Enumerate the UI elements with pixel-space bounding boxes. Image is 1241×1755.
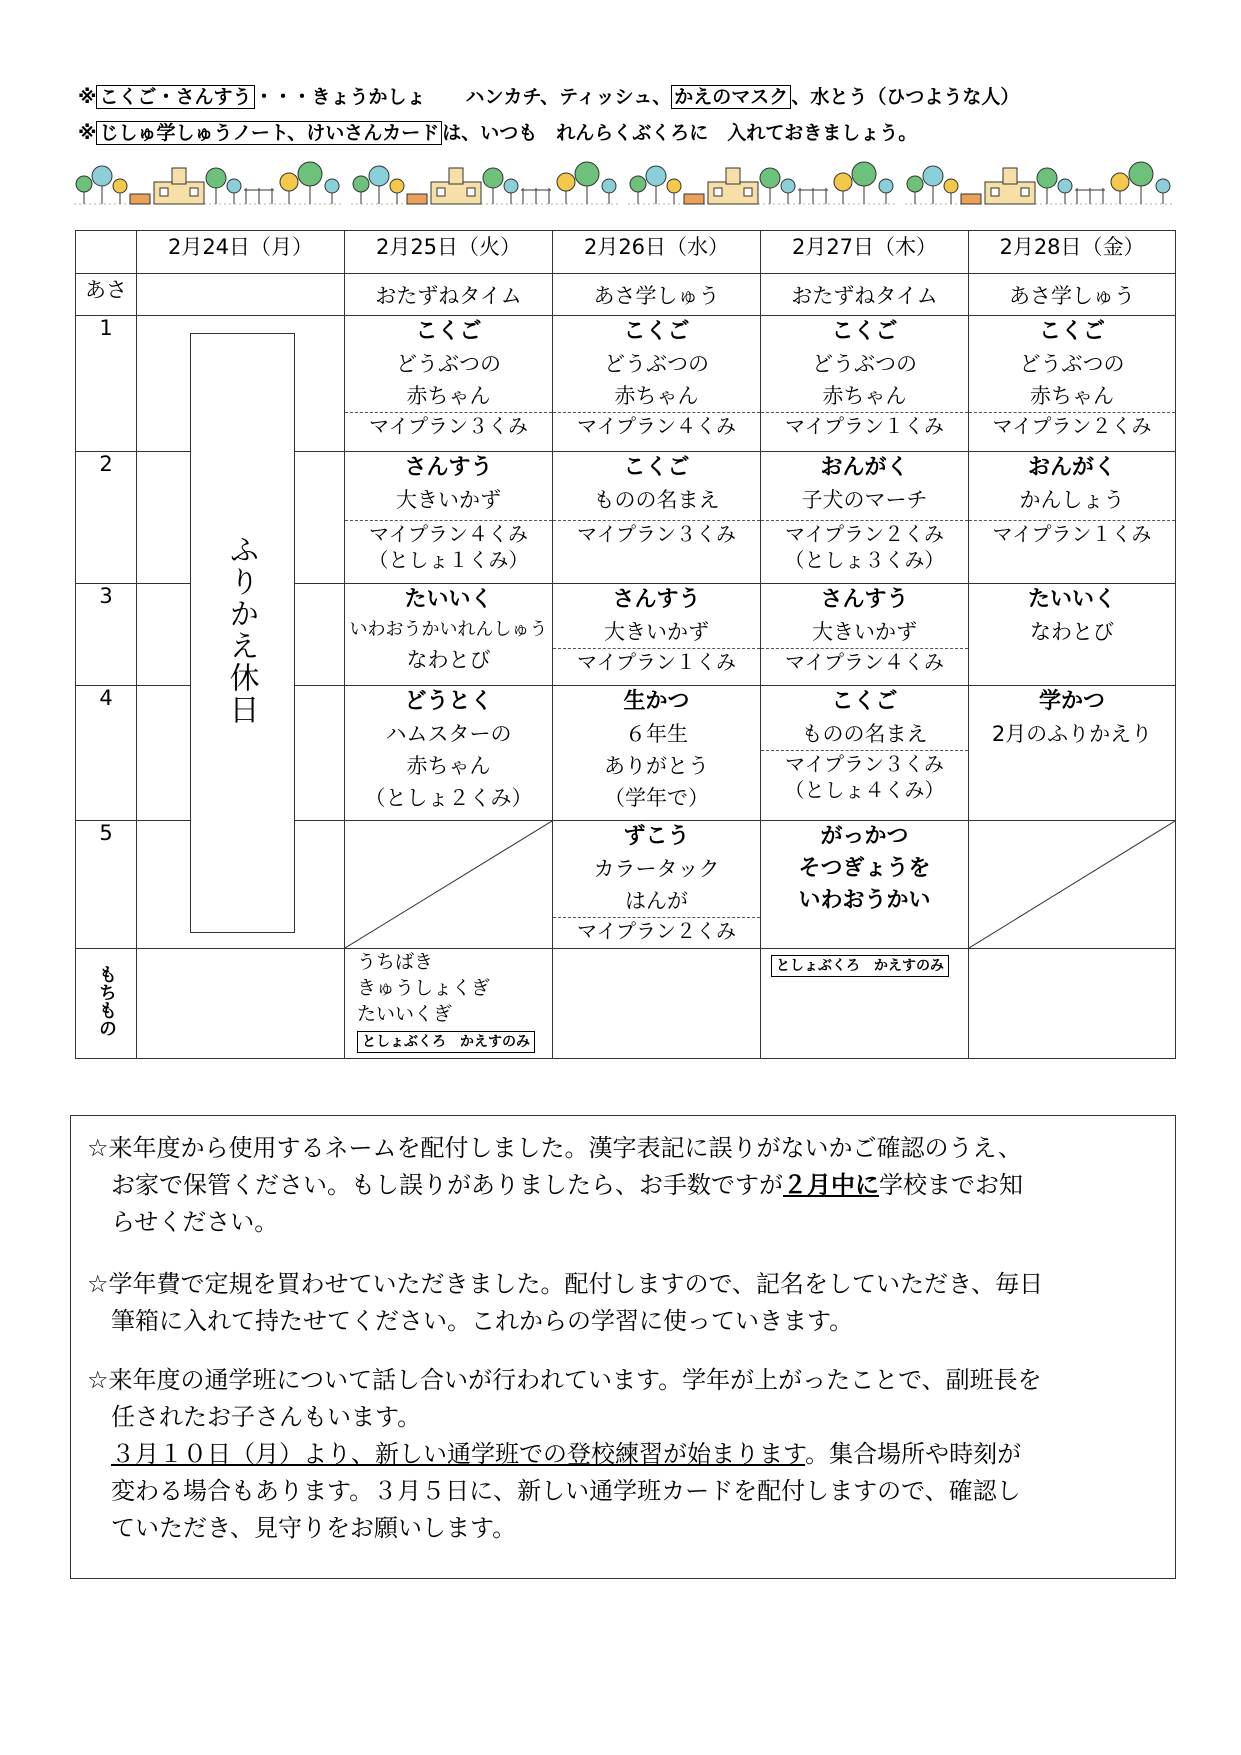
p5-tue-empty [345, 821, 553, 949]
p2-wed: こくご ものの名まえ マイプラン３くみ [553, 452, 761, 584]
mochimono-label-cell [76, 949, 137, 1059]
library-bag-tag: としょぶくろ かえすのみ [771, 955, 949, 977]
notice-box [70, 1115, 1176, 1579]
mochimono-thu [761, 949, 969, 1059]
asa-wed: あさ学しゅう [553, 274, 761, 316]
day-header-mon: 2月24日（月） [137, 231, 345, 274]
day-header-fri: 2月28日（金） [969, 231, 1176, 274]
p5-fri-empty [969, 821, 1176, 949]
header-notes [78, 80, 1019, 152]
mochimono-row [76, 949, 1176, 1059]
emphasis-deadline: ２月中に [783, 1171, 879, 1199]
boxed-mask: かえのマスク [671, 85, 791, 109]
p2-fri: おんがく かんしょう マイプラン１くみ [969, 452, 1176, 584]
diagonal-line [969, 821, 1175, 948]
p3-thu: さんすう 大きいかず マイプラン４くみ [761, 584, 969, 686]
period-3-label: 3 [76, 584, 137, 686]
note-line-2: ※ じしゅ学しゅうノート、けいさんカード は、いつも れんらくぶくろに 入れておきましょう。 [78, 122, 918, 144]
p5-thu: がっかつ そつぎょうを いわおうかい [761, 821, 969, 949]
day-header-thu: 2月27日（木） [761, 231, 969, 274]
p1-tue: こくご どうぶつの 赤ちゃん マイプラン３くみ [345, 316, 553, 452]
asa-label: あさ [76, 274, 137, 316]
mochimono-mon [137, 949, 345, 1059]
tree-house-pattern [74, 162, 344, 204]
p1-thu: こくご どうぶつの 赤ちゃん マイプラン１くみ [761, 316, 969, 452]
period-1-label: 1 [76, 316, 137, 452]
mochimono-wed [553, 949, 761, 1059]
p4-fri: 学かつ 2月のふりかえり [969, 686, 1176, 821]
period-4-label: 4 [76, 686, 137, 821]
p1-wed: こくご どうぶつの 赤ちゃん マイプラン４くみ [553, 316, 761, 452]
asa-mon [137, 274, 345, 316]
p3-fri: たいいく なわとび [969, 584, 1176, 686]
note-line-1: ※ こくご・さんすう ・・・きょうかしょ ハンカチ、ティッシュ、 かえのマスク 、水とう（ひつような人） [78, 86, 1020, 108]
boxed-notebook: じしゅ学しゅうノート、けいさんカード [96, 121, 442, 145]
notice-paragraph-3: ☆来年度の通学班について話し合いが行われています。学年が上がったことで、副班長を 任されたお子さんもいます。 ３月１０日（月）より、新しい通学班での登校練習が始まります。集合場所や時刻が 変わる場合もあります。３月５日に、新しい通学班カードを配付しますので、確認し ていただき、見守りをお願いします。 [87, 1366, 1042, 1542]
boxed-subjects: こくご・さんすう [96, 85, 254, 109]
asa-fri: あさ学しゅう [969, 274, 1176, 316]
p1-fri: こくご どうぶつの 赤ちゃん マイプラン２くみ [969, 316, 1176, 452]
asa-tue: おたずねタイム [345, 274, 553, 316]
mochimono-tue: うちばき きゅうしょくぎ たいいくぎ としょぶくろ かえすのみ [345, 949, 553, 1059]
header-row [76, 231, 1176, 274]
asa-thu: おたずねタイム [761, 274, 969, 316]
p3-wed: さんすう 大きいかず マイプラン１くみ [553, 584, 761, 686]
period-5-label: 5 [76, 821, 137, 949]
library-bag-tag: としょぶくろ かえすのみ [357, 1031, 535, 1053]
diagonal-line [345, 821, 552, 948]
holiday-text: ふりかえ休日 [223, 534, 259, 726]
morning-row [76, 274, 1176, 316]
p4-tue: どうとく ハムスターの 赤ちゃん （としょ２くみ） [345, 686, 553, 821]
corner-cell [76, 231, 137, 274]
underlined-start-date: ３月１０日（月）より、新しい通学班での登校練習が始まります [111, 1440, 806, 1468]
holiday-box [190, 333, 295, 933]
mochimono-fri [969, 949, 1176, 1059]
day-header-wed: 2月26日（水） [553, 231, 761, 274]
notice-paragraph-1: ☆来年度から使用するネームを配付しました。漢字表記に誤りがないかご確認のうえ、 お家で保管ください。もし誤りがありましたら、お手数ですが２月中に学校までお知 らせください。 [87, 1134, 1023, 1236]
p4-thu: こくご ものの名まえ マイプラン３くみ （としょ４くみ） [761, 686, 969, 821]
p5-wed: ずこう カラータック はんが マイプラン２くみ [553, 821, 761, 949]
period-2-label: 2 [76, 452, 137, 584]
day-header-tue: 2月25日（火） [345, 231, 553, 274]
p2-thu: おんがく 子犬のマーチ マイプラン２くみ （としょ３くみ） [761, 452, 969, 584]
mochimono-label: もちもの [96, 965, 117, 1037]
decorative-town-border [74, 154, 1182, 210]
notice-paragraph-2: ☆学年費で定規を買わせていただきました。配付しますので、記名をしていただき、毎日 筆箱に入れて持たせてください。これからの学習に使っていきます。 [87, 1270, 1044, 1335]
p4-wed: 生かつ ６年生 ありがとう （学年で） [553, 686, 761, 821]
p3-tue: たいいく いわおうかいれんしゅう なわとび [345, 584, 553, 686]
p2-tue: さんすう 大きいかず マイプラン４くみ （としょ１くみ） [345, 452, 553, 584]
